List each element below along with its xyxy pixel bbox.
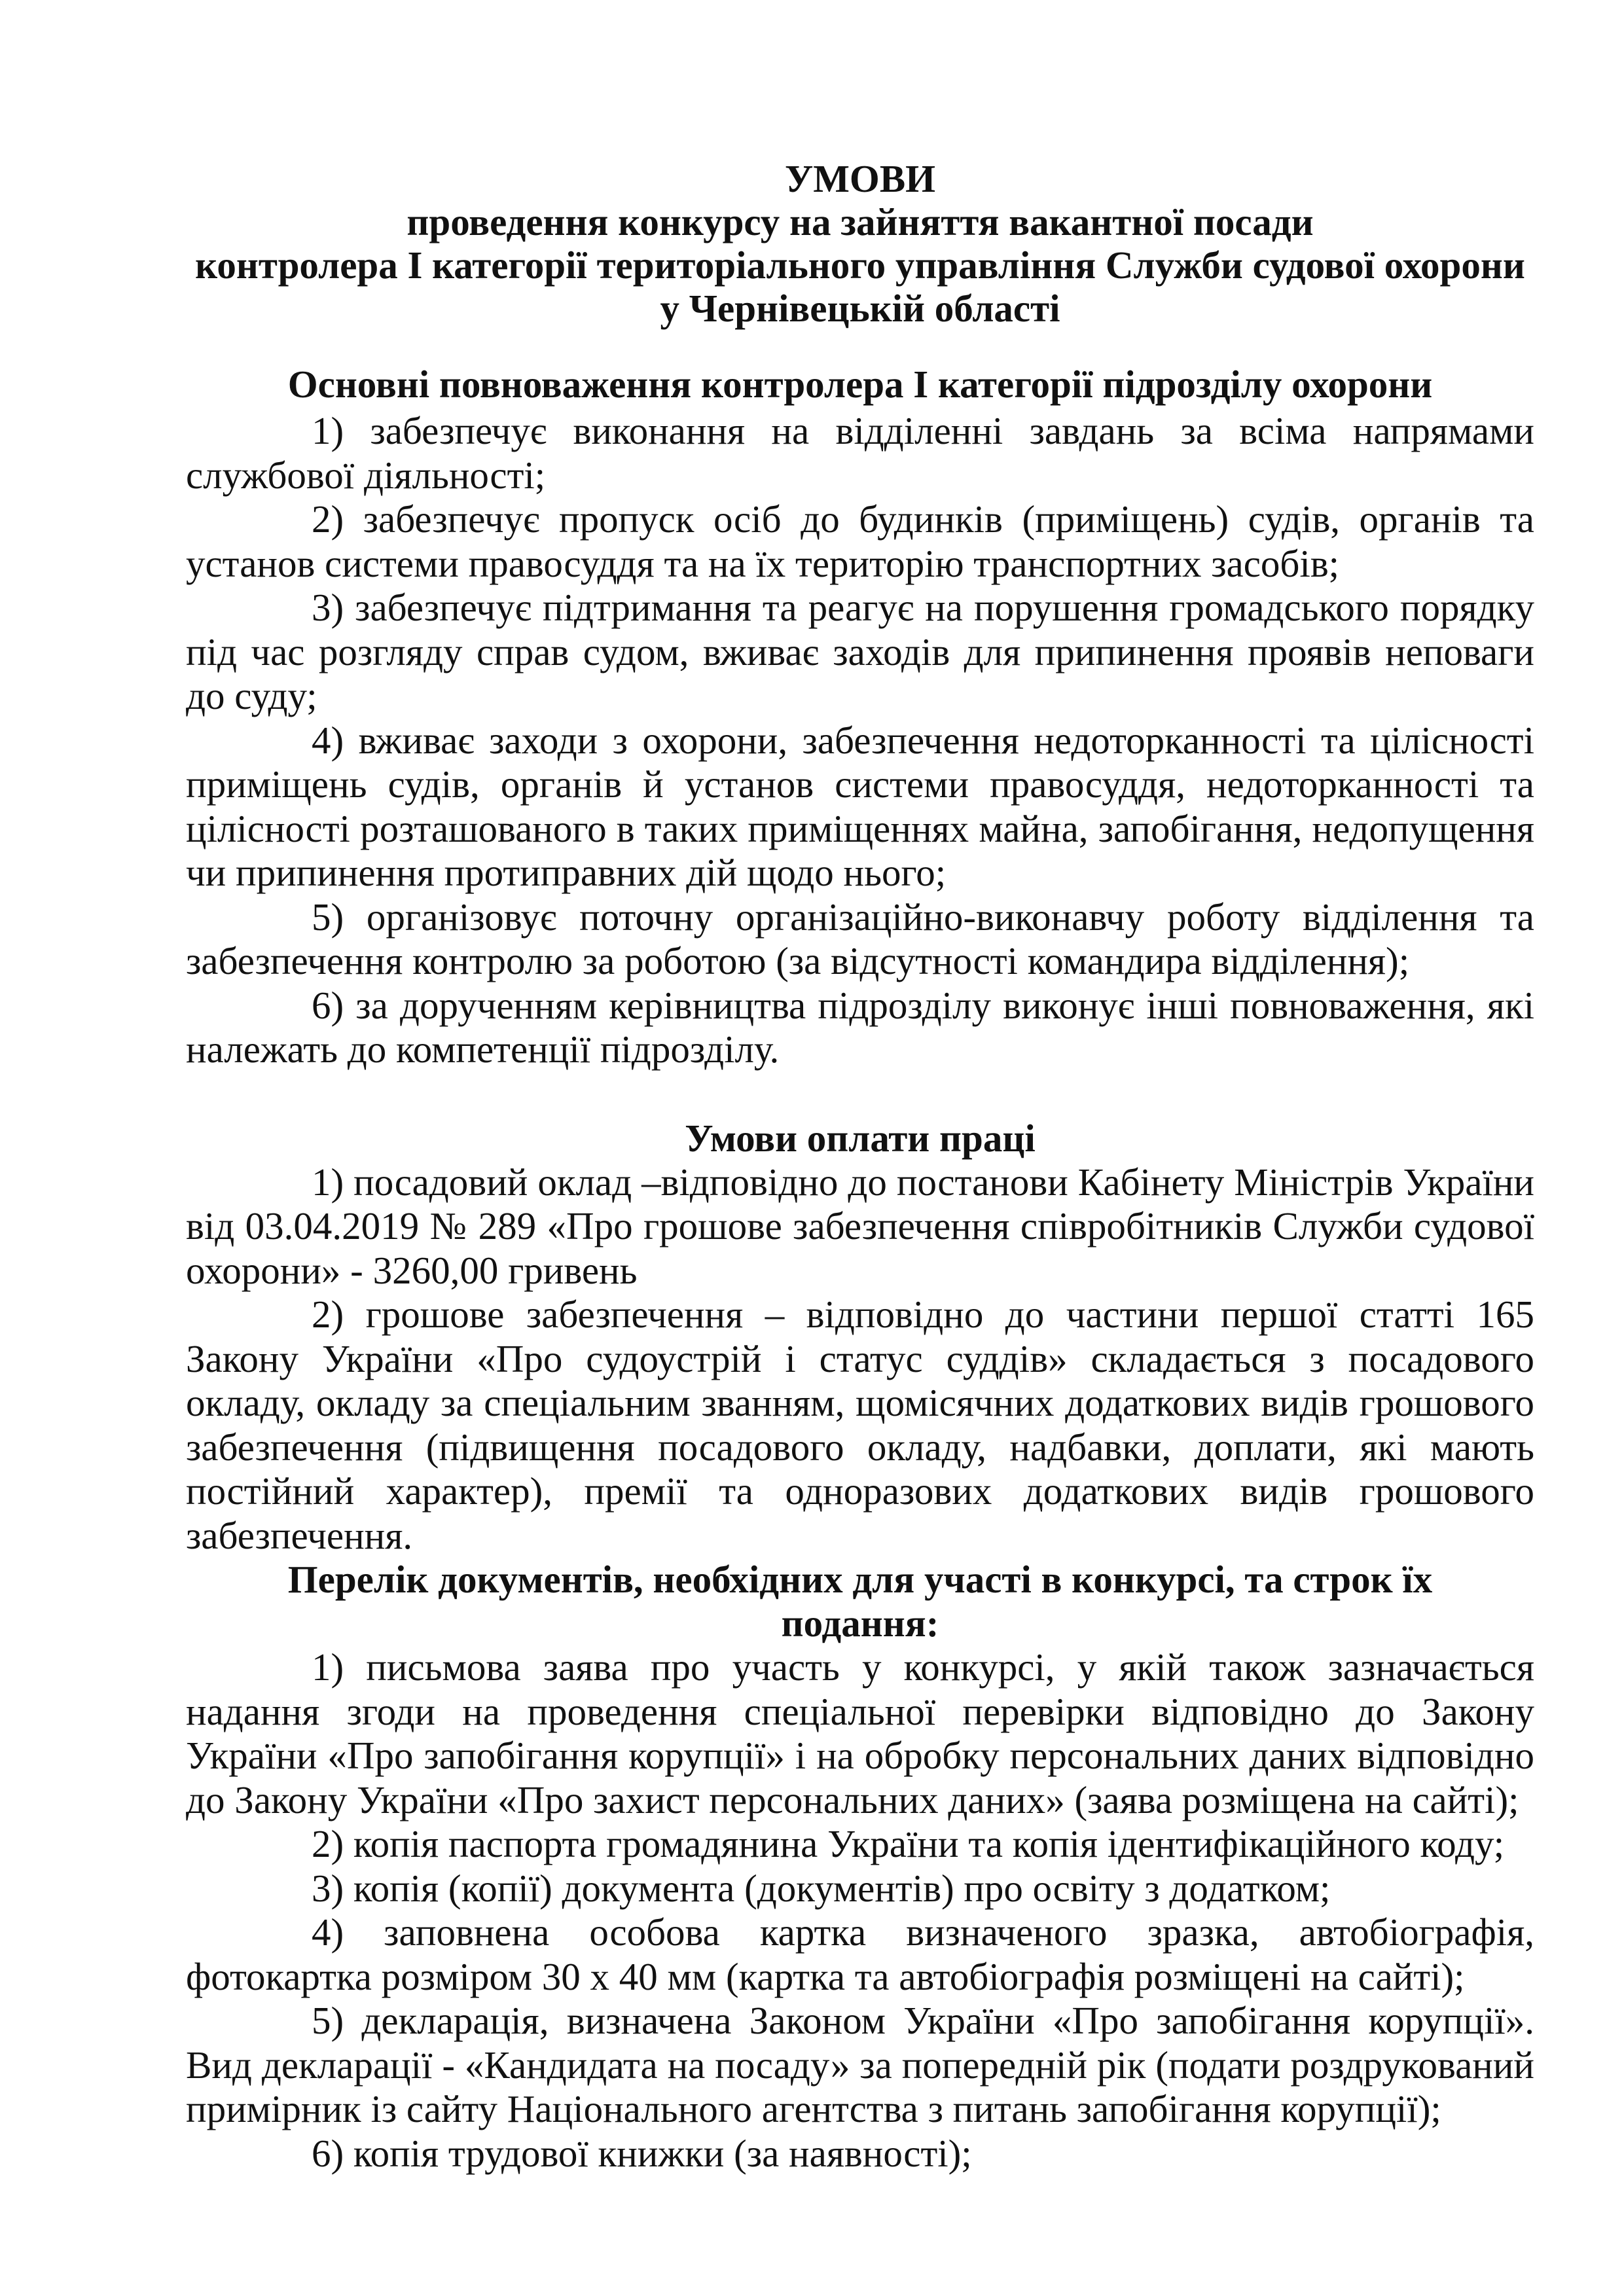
powers-item-4: 4) вживає заходи з охорони, забезпечення недоторканності та цілісності приміщень судів, органів й установ системи правосуддя, недоторканності та цілісності розташованого в таких приміщеннях майна, запобігання, недопущення чи припинення протиправних дій щодо нього; xyxy=(186,718,1534,894)
powers-item-6: 6) за дорученням керівництва підрозділу виконує інші повноваження, які належать до компетенції підрозділу. xyxy=(186,983,1534,1071)
document-body xyxy=(186,157,1534,2176)
powers-heading: Основні повноваження контролера І категорії підрозділу охорони xyxy=(287,363,1433,406)
title-line-2: проведення конкурсу на зайняття вакантної посади xyxy=(406,200,1314,243)
documents-heading-line-1: Перелік документів, необхідних для участі в конкурсі, та строк їх xyxy=(287,1558,1433,1601)
payment-item-2: 2) грошове забезпечення – відповідно до частини першої статті 165 Закону України «Про судоустрій і статус суддів» складається з посадового окладу, окладу за спеціальним званням, щомісячних додаткових видів грошового забезпечення (підвищення посадового окладу, надбавки, доплати, які мають постійний характер), премії та одноразових додаткових видів грошового забезпечення. xyxy=(186,1293,1534,1557)
title-line-1: УМОВИ xyxy=(784,157,936,200)
powers-item-3: 3) забезпечує підтримання та реагує на порушення громадського порядку під час розгляду справ судом, вживає заходів для припинення проявів неповаги до суду; xyxy=(186,586,1534,717)
powers-item-2: 2) забезпечує пропуск осіб до будинків (приміщень) судів, органів та установ системи правосуддя та на їх територію транспортних засобів; xyxy=(186,497,1534,585)
payment-heading: Умови оплати праці xyxy=(685,1116,1036,1160)
documents-item-5: 5) декларація, визначена Законом України «Про запобігання корупції». Вид декларації - «Кандидата на посаду» за попередній рік (подати роздрукований примірник із сайту Національного агентства з питань запобігання корупції); xyxy=(186,1999,1534,2130)
title-line-4: у Чернівецькій області xyxy=(660,287,1060,330)
payment-item-1: 1) посадовий оклад –відповідно до постанови Кабінету Міністрів України від 03.04.2019 № 289 «Про грошове забезпечення співробітників Служби судової охорони» - 3260,00 гривень xyxy=(186,1160,1534,1292)
documents-heading-line-2: подання: xyxy=(781,1602,939,1645)
documents-item-2: 2) копія паспорта громадянина України та копія ідентифікаційного коду; xyxy=(312,1822,1505,1865)
documents-heading xyxy=(186,1558,1534,1645)
powers-item-5: 5) організовує поточну організаційно-виконавчу роботу відділення та забезпечення контролю за роботою (за відсутності командира відділення); xyxy=(186,895,1534,982)
powers-item-1: 1) забезпечує виконання на відділенні завдань за всіма напрямами службової діяльності; xyxy=(186,409,1534,497)
documents-item-4: 4) заповнена особова картка визначеного зразка, автобіографія, фотокартка розміром 30 х 40 мм (картка та автобіографія розміщені на сайті); xyxy=(186,1910,1534,1998)
documents-item-3: 3) копія (копії) документа (документів) про освіту з додатком; xyxy=(312,1866,1331,1910)
documents-item-6: 6) копія трудової книжки (за наявності); xyxy=(312,2131,972,2175)
title-line-3: контролера І категорії територіального управління Служби судової охорони xyxy=(195,243,1525,287)
document-title xyxy=(186,157,1534,330)
documents-item-1: 1) письмова заява про участь у конкурсі, у якій також зазначається надання згоди на проведення спеціальної перевірки відповідно до Закону України «Про запобігання корупції» і на обробку персональних даних відповідно до Закону України «Про захист персональних даних» (заява розміщена на сайті); xyxy=(186,1645,1534,1821)
